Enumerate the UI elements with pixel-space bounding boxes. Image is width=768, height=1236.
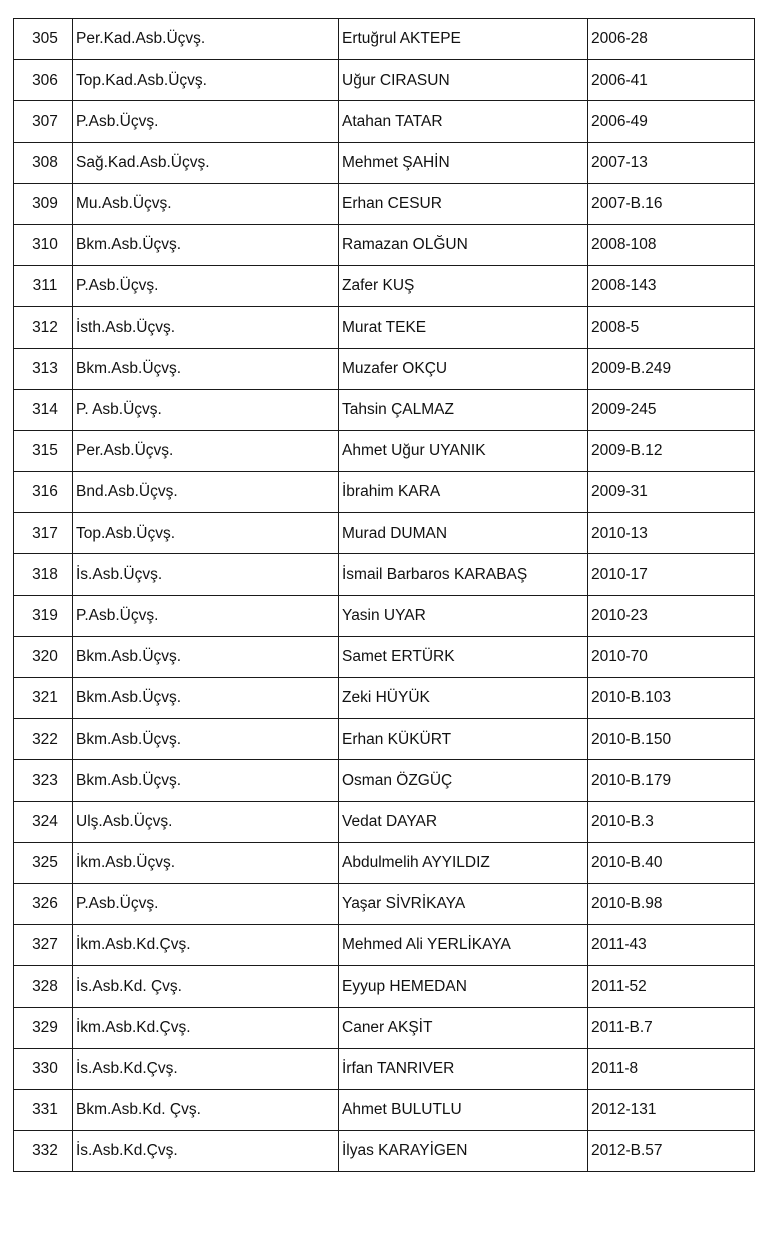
rank-cell: İs.Asb.Kd.Çvş. [73, 1131, 339, 1172]
row-number-cell: 311 [14, 266, 73, 307]
person-name-cell: Yasin UYAR [339, 595, 588, 636]
rank-cell: Top.Asb.Üçvş. [73, 513, 339, 554]
registry-code-cell: 2009-B.249 [588, 348, 755, 389]
registry-code-cell: 2010-17 [588, 554, 755, 595]
registry-code-cell: 2009-245 [588, 389, 755, 430]
table-row [14, 307, 755, 348]
registry-code-cell: 2006-49 [588, 101, 755, 142]
registry-code-cell: 2011-52 [588, 966, 755, 1007]
row-number-cell: 310 [14, 224, 73, 265]
row-number-cell: 332 [14, 1131, 73, 1172]
row-number-cell: 328 [14, 966, 73, 1007]
registry-code-cell: 2010-B.3 [588, 801, 755, 842]
person-name-cell: Osman ÖZGÜÇ [339, 760, 588, 801]
table-row [14, 513, 755, 554]
rank-cell: Per.Kad.Asb.Üçvş. [73, 19, 339, 60]
registry-code-cell: 2008-108 [588, 224, 755, 265]
person-name-cell: Caner AKŞİT [339, 1007, 588, 1048]
person-name-cell: Uğur CIRASUN [339, 60, 588, 101]
table-row [14, 389, 755, 430]
table-row [14, 101, 755, 142]
row-number-cell: 313 [14, 348, 73, 389]
row-number-cell: 306 [14, 60, 73, 101]
registry-code-cell: 2012-B.57 [588, 1131, 755, 1172]
table-row [14, 348, 755, 389]
rank-cell: Bkm.Asb.Kd. Çvş. [73, 1089, 339, 1130]
rank-cell: Per.Asb.Üçvş. [73, 430, 339, 471]
registry-code-cell: 2010-B.179 [588, 760, 755, 801]
registry-code-cell: 2010-23 [588, 595, 755, 636]
rank-cell: Bkm.Asb.Üçvş. [73, 760, 339, 801]
registry-code-cell: 2010-B.103 [588, 678, 755, 719]
person-name-cell: Samet ERTÜRK [339, 636, 588, 677]
table-row [14, 266, 755, 307]
row-number-cell: 323 [14, 760, 73, 801]
rank-cell: Bkm.Asb.Üçvş. [73, 678, 339, 719]
table-row [14, 1048, 755, 1089]
registry-code-cell: 2010-B.98 [588, 883, 755, 924]
rank-cell: Top.Kad.Asb.Üçvş. [73, 60, 339, 101]
rank-cell: İs.Asb.Kd. Çvş. [73, 966, 339, 1007]
registry-code-cell: 2010-B.150 [588, 719, 755, 760]
table-row [14, 19, 755, 60]
person-name-cell: Abdulmelih AYYILDIZ [339, 842, 588, 883]
row-number-cell: 324 [14, 801, 73, 842]
row-number-cell: 316 [14, 472, 73, 513]
rank-cell: İsth.Asb.Üçvş. [73, 307, 339, 348]
rank-cell: İs.Asb.Kd.Çvş. [73, 1048, 339, 1089]
row-number-cell: 314 [14, 389, 73, 430]
table-row [14, 801, 755, 842]
personnel-table [13, 18, 755, 1172]
row-number-cell: 309 [14, 183, 73, 224]
table-row [14, 472, 755, 513]
rank-cell: Bkm.Asb.Üçvş. [73, 719, 339, 760]
row-number-cell: 325 [14, 842, 73, 883]
row-number-cell: 327 [14, 925, 73, 966]
table-row [14, 554, 755, 595]
rank-cell: P.Asb.Üçvş. [73, 595, 339, 636]
row-number-cell: 307 [14, 101, 73, 142]
person-name-cell: Ahmet Uğur UYANIK [339, 430, 588, 471]
person-name-cell: Ramazan OLĞUN [339, 224, 588, 265]
person-name-cell: Zeki HÜYÜK [339, 678, 588, 719]
table-row [14, 678, 755, 719]
rank-cell: İkm.Asb.Kd.Çvş. [73, 1007, 339, 1048]
person-name-cell: İlyas KARAYİGEN [339, 1131, 588, 1172]
table-row [14, 183, 755, 224]
rank-cell: Bkm.Asb.Üçvş. [73, 636, 339, 677]
person-name-cell: Zafer KUŞ [339, 266, 588, 307]
registry-code-cell: 2010-13 [588, 513, 755, 554]
rank-cell: P.Asb.Üçvş. [73, 266, 339, 307]
person-name-cell: Yaşar SİVRİKAYA [339, 883, 588, 924]
table-row [14, 224, 755, 265]
row-number-cell: 321 [14, 678, 73, 719]
person-name-cell: İrfan TANRIVER [339, 1048, 588, 1089]
table-row [14, 1007, 755, 1048]
person-name-cell: Murat TEKE [339, 307, 588, 348]
rank-cell: İkm.Asb.Üçvş. [73, 842, 339, 883]
rank-cell: P.Asb.Üçvş. [73, 883, 339, 924]
person-name-cell: Erhan CESUR [339, 183, 588, 224]
person-name-cell: Mehmed Ali YERLİKAYA [339, 925, 588, 966]
document-page [13, 18, 754, 1172]
table-row [14, 595, 755, 636]
registry-code-cell: 2006-28 [588, 19, 755, 60]
person-name-cell: Tahsin ÇALMAZ [339, 389, 588, 430]
rank-cell: P. Asb.Üçvş. [73, 389, 339, 430]
table-row [14, 1131, 755, 1172]
rank-cell: Bkm.Asb.Üçvş. [73, 348, 339, 389]
registry-code-cell: 2011-B.7 [588, 1007, 755, 1048]
registry-code-cell: 2008-5 [588, 307, 755, 348]
row-number-cell: 308 [14, 142, 73, 183]
registry-code-cell: 2010-70 [588, 636, 755, 677]
table-row [14, 883, 755, 924]
row-number-cell: 319 [14, 595, 73, 636]
row-number-cell: 317 [14, 513, 73, 554]
rank-cell: İkm.Asb.Kd.Çvş. [73, 925, 339, 966]
registry-code-cell: 2007-13 [588, 142, 755, 183]
table-row [14, 925, 755, 966]
rank-cell: İs.Asb.Üçvş. [73, 554, 339, 595]
person-name-cell: Muzafer OKÇU [339, 348, 588, 389]
person-name-cell: İbrahim KARA [339, 472, 588, 513]
person-name-cell: İsmail Barbaros KARABAŞ [339, 554, 588, 595]
registry-code-cell: 2010-B.40 [588, 842, 755, 883]
rank-cell: Bnd.Asb.Üçvş. [73, 472, 339, 513]
person-name-cell: Ertuğrul AKTEPE [339, 19, 588, 60]
table-row [14, 1089, 755, 1130]
person-name-cell: Ahmet BULUTLU [339, 1089, 588, 1130]
table-row [14, 142, 755, 183]
registry-code-cell: 2012-131 [588, 1089, 755, 1130]
table-row [14, 966, 755, 1007]
person-name-cell: Murad DUMAN [339, 513, 588, 554]
row-number-cell: 322 [14, 719, 73, 760]
person-name-cell: Mehmet ŞAHİN [339, 142, 588, 183]
rank-cell: Mu.Asb.Üçvş. [73, 183, 339, 224]
person-name-cell: Erhan KÜKÜRT [339, 719, 588, 760]
row-number-cell: 329 [14, 1007, 73, 1048]
row-number-cell: 315 [14, 430, 73, 471]
rank-cell: Ulş.Asb.Üçvş. [73, 801, 339, 842]
registry-code-cell: 2011-8 [588, 1048, 755, 1089]
table-row [14, 60, 755, 101]
table-row [14, 636, 755, 677]
row-number-cell: 320 [14, 636, 73, 677]
row-number-cell: 331 [14, 1089, 73, 1130]
person-name-cell: Atahan TATAR [339, 101, 588, 142]
row-number-cell: 305 [14, 19, 73, 60]
table-row [14, 430, 755, 471]
table-row [14, 760, 755, 801]
registry-code-cell: 2008-143 [588, 266, 755, 307]
registry-code-cell: 2011-43 [588, 925, 755, 966]
personnel-table-body [14, 19, 755, 1172]
registry-code-cell: 2009-31 [588, 472, 755, 513]
person-name-cell: Eyyup HEMEDAN [339, 966, 588, 1007]
rank-cell: P.Asb.Üçvş. [73, 101, 339, 142]
rank-cell: Sağ.Kad.Asb.Üçvş. [73, 142, 339, 183]
row-number-cell: 326 [14, 883, 73, 924]
row-number-cell: 330 [14, 1048, 73, 1089]
row-number-cell: 312 [14, 307, 73, 348]
registry-code-cell: 2009-B.12 [588, 430, 755, 471]
rank-cell: Bkm.Asb.Üçvş. [73, 224, 339, 265]
table-row [14, 719, 755, 760]
table-row [14, 842, 755, 883]
row-number-cell: 318 [14, 554, 73, 595]
registry-code-cell: 2006-41 [588, 60, 755, 101]
registry-code-cell: 2007-B.16 [588, 183, 755, 224]
person-name-cell: Vedat DAYAR [339, 801, 588, 842]
